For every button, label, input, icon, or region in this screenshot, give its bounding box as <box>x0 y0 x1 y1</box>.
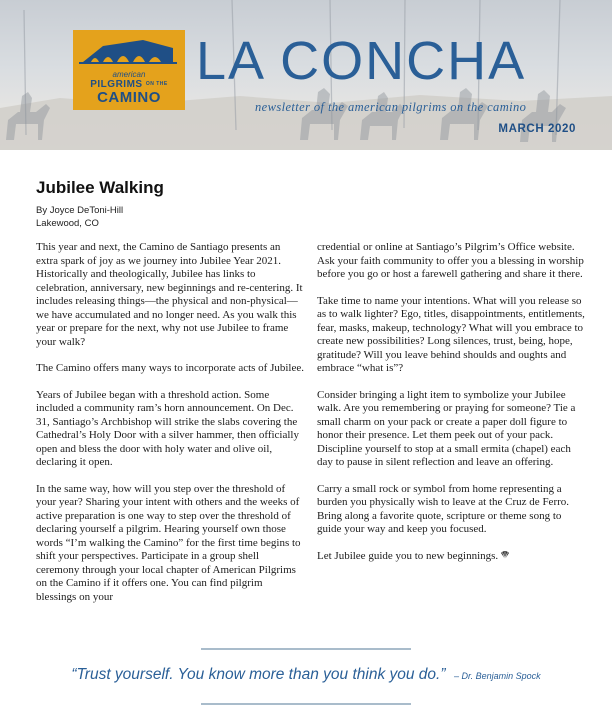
paragraph: Carry a small rock or symbol from home representing a burden you physically wish to leave at the Cruz de Ferro. Bring along a favorite quote, scripture or theme song to guide your way and keep you focused. <box>317 482 570 535</box>
closing-text: Let Jubilee guide you to new beginnings. <box>317 549 499 562</box>
byline-location: Lakewood, CO <box>36 217 99 229</box>
article-column-left <box>36 241 304 617</box>
quote-divider-bottom <box>201 703 411 705</box>
logo-line-american: american <box>112 70 146 79</box>
quote-author: – Dr. Benjamin Spock <box>453 671 541 681</box>
quote-divider-top <box>201 648 411 650</box>
pull-quote <box>0 666 612 684</box>
paragraph: Consider bringing a light item to symbolize your Jubilee walk. Are you remembering or praying for someone? Tie a small charm on your pack or create a paper doll figure to honor their presence. Let them peek out of your pack. Discipline yourself to stop at a small ermita (chapel) each day to pause in silent reflection and leave an offering. <box>317 388 576 468</box>
byline <box>36 205 123 230</box>
closing-paragraph <box>317 550 585 564</box>
paragraph: In the same way, how will you step over the threshold of your year? Sharing your intent with others and the weeks of active preparation is one way to step over the threshold of declaring yourself a pilgrim. Hearing yourself own those words “I’m walking the Camino” for the first time begins to shift your perspectives. Participate in a group shell ceremony through your local chapter of American Pilgrims on the Camino if it offers one. You can find pilgrim blessings on your <box>36 482 301 603</box>
american-pilgrims-logo <box>73 30 185 110</box>
masthead <box>0 0 612 150</box>
newsletter-title: LA CONCHA <box>196 31 527 91</box>
paragraph: Years of Jubilee began with a threshold action. Some included a community ram’s horn announcement. On Dec. 31, Santiago’s Archbishop will strike the slabs covering the Cathedral’s Holy Door with a silver hammer, then officially open and bless the door with holy water and olive oil, declaring it open. <box>36 388 299 468</box>
bridge-icon <box>73 30 185 74</box>
paragraph: This year and next, the Camino de Santiago presents an extra spark of joy as we journey into Jubilee Year 2021. Historically and theologically, Jubilee has links to celebration, anniversary, new beginnings and re-centering. It includes releasing things—the physical and non-physical—we have accumulated and no longer need. As you walk this year or prepare for the next, why not use Jubilee to frame your walk? <box>36 241 303 348</box>
logo-line-on-the: ON THE <box>145 80 168 87</box>
logo-line-pilgrims-word: PILGRIMS <box>90 79 143 90</box>
paragraph: Take time to name your intentions. What will you release so as to walk lighter? Ego, titles, disappointments, entitlements, fear, masks, makeup, technology? What will you embrace to create new possibilities? Long silences, trust, being, hope, gratitude? Will you leave behind shoulds and oughts and embrace “what is”? <box>317 294 585 374</box>
quote-text: “Trust yourself. You know more than you think you do.” <box>71 666 446 683</box>
paragraph: credential or online at Santiago’s Pilgrim’s Office website. Ask your faith community to offer you a blessing in worship before you go or host a farewell gathering and share it there. <box>317 241 584 280</box>
scallop-shell-icon <box>500 550 510 560</box>
logo-text <box>73 71 185 105</box>
paragraph: The Camino offers many ways to incorporate acts of Jubilee. <box>36 362 304 374</box>
newsletter-subtitle: newsletter of the american pilgrims on the camino <box>255 100 527 114</box>
article-title: Jubilee Walking <box>36 178 164 197</box>
byline-author: By Joyce DeToni-Hill <box>36 205 124 216</box>
issue-date: MARCH 2020 <box>498 123 576 135</box>
logo-line-camino: CAMINO <box>97 89 161 106</box>
article-column-right <box>317 241 585 576</box>
